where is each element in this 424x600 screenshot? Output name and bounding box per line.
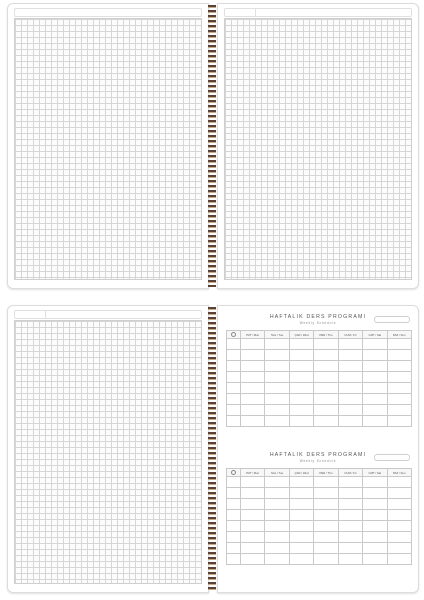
schedule-cell[interactable] [227, 532, 241, 543]
schedule-row [227, 361, 412, 372]
schedule-cell[interactable] [227, 339, 241, 350]
schedule-table [226, 330, 412, 427]
schedule-row [227, 383, 412, 394]
schedule-cell[interactable] [289, 361, 313, 372]
schedule-cell[interactable] [363, 405, 387, 416]
schedule-cell[interactable] [338, 372, 362, 383]
schedule-cell[interactable] [227, 554, 241, 565]
schedule-cell[interactable] [227, 499, 241, 510]
schedule-cell[interactable] [265, 405, 289, 416]
schedule-cell[interactable] [314, 339, 338, 350]
schedule-cell[interactable] [387, 394, 411, 405]
schedule-cell[interactable] [265, 372, 289, 383]
schedule-cell[interactable] [338, 543, 362, 554]
schedule-body [227, 477, 412, 565]
schedule-cell[interactable] [363, 339, 387, 350]
left-page-grid [7, 305, 209, 593]
schedule-cell[interactable] [314, 499, 338, 510]
schedule-cell[interactable] [338, 499, 362, 510]
day-column-header: PAZ / Sun [387, 331, 411, 339]
schedule-cell[interactable] [241, 405, 265, 416]
page-header-strip [14, 310, 202, 319]
schedule-cell[interactable] [338, 488, 362, 499]
grid-area [224, 18, 412, 280]
day-column-header: PZT / Mon [241, 331, 265, 339]
schedule-cell[interactable] [227, 477, 241, 488]
schedule-cell[interactable] [227, 361, 241, 372]
schedule-cell[interactable] [363, 383, 387, 394]
schedule-cell[interactable] [363, 372, 387, 383]
schedule-cell[interactable] [338, 510, 362, 521]
schedule-title: HAFTALIK DERS PROGRAMI [269, 452, 367, 458]
schedule-cell[interactable] [363, 350, 387, 361]
schedule-cell[interactable] [289, 543, 313, 554]
schedule-subtitle: Weekly Schedule [299, 459, 337, 463]
schedule-header-row [227, 331, 412, 339]
schedule-cell[interactable] [289, 521, 313, 532]
schedule-cell[interactable] [289, 499, 313, 510]
schedule-cell[interactable] [265, 477, 289, 488]
page-header-strip [14, 8, 202, 17]
schedule-cell[interactable] [363, 394, 387, 405]
schedule-cell[interactable] [265, 361, 289, 372]
schedule-cell[interactable] [338, 405, 362, 416]
day-column-header: PER / Thu [314, 331, 338, 339]
day-column-header: PZT / Mon [241, 469, 265, 477]
schedule-cell[interactable] [241, 383, 265, 394]
schedule-cell[interactable] [314, 488, 338, 499]
schedule-cell[interactable] [241, 416, 265, 427]
schedule-cell[interactable] [265, 339, 289, 350]
schedule-cell[interactable] [314, 350, 338, 361]
weekly-schedule-1 [224, 314, 412, 452]
schedule-cell[interactable] [363, 499, 387, 510]
left-page-grid [7, 3, 209, 289]
schedule-cell[interactable] [289, 477, 313, 488]
schedule-row [227, 554, 412, 565]
day-column-header: CUM / Fri [338, 469, 362, 477]
schedule-cell[interactable] [338, 532, 362, 543]
schedule-row [227, 372, 412, 383]
schedule-cell[interactable] [363, 416, 387, 427]
schedule-cell[interactable] [363, 488, 387, 499]
day-column-header: CMT / Sat [363, 469, 387, 477]
schedule-cell[interactable] [387, 499, 411, 510]
schedule-cell[interactable] [241, 521, 265, 532]
schedule-subtitle: Weekly Schedule [299, 321, 337, 325]
schedule-cell[interactable] [241, 350, 265, 361]
schedule-cell[interactable] [241, 477, 265, 488]
schedule-cell[interactable] [227, 488, 241, 499]
schedule-row [227, 477, 412, 488]
schedule-row [227, 543, 412, 554]
schedule-cell[interactable] [338, 350, 362, 361]
schedule-cell[interactable] [265, 383, 289, 394]
schedule-cell[interactable] [314, 554, 338, 565]
schedule-cell[interactable] [265, 554, 289, 565]
schedule-cell[interactable] [314, 372, 338, 383]
schedule-cell[interactable] [289, 372, 313, 383]
schedule-cell[interactable] [289, 405, 313, 416]
schedule-row [227, 510, 412, 521]
schedule-cell[interactable] [363, 532, 387, 543]
schedule-cell[interactable] [314, 543, 338, 554]
schedule-cell[interactable] [241, 499, 265, 510]
schedule-cell[interactable] [265, 499, 289, 510]
schedule-cell[interactable] [241, 510, 265, 521]
schedule-cell[interactable] [227, 510, 241, 521]
schedule-cell[interactable] [387, 339, 411, 350]
schedule-cell[interactable] [289, 350, 313, 361]
schedule-cell[interactable] [387, 416, 411, 427]
time-column-header [227, 331, 241, 339]
schedule-cell[interactable] [265, 350, 289, 361]
right-page-grid [217, 3, 419, 289]
weekly-schedule-2 [224, 452, 412, 590]
schedule-cell[interactable] [387, 350, 411, 361]
schedule-row [227, 499, 412, 510]
time-column-header [227, 469, 241, 477]
schedule-cell[interactable] [338, 521, 362, 532]
schedule-cell[interactable] [387, 532, 411, 543]
schedule-cell[interactable] [363, 477, 387, 488]
schedule-cell[interactable] [227, 405, 241, 416]
schedule-cell[interactable] [387, 361, 411, 372]
schedule-cell[interactable] [241, 532, 265, 543]
schedule-cell[interactable] [314, 361, 338, 372]
schedule-cell[interactable] [387, 477, 411, 488]
schedule-cell[interactable] [265, 532, 289, 543]
schedule-cell[interactable] [314, 510, 338, 521]
schedule-title: HAFTALIK DERS PROGRAMI [269, 314, 367, 320]
day-column-header: CUM / Fri [338, 331, 362, 339]
notebook-spread-bottom [7, 305, 417, 593]
day-column-header: PER / Thu [314, 469, 338, 477]
schedule-cell[interactable] [314, 521, 338, 532]
schedule-cell[interactable] [338, 361, 362, 372]
schedule-cell[interactable] [387, 488, 411, 499]
schedule-cell[interactable] [289, 554, 313, 565]
schedule-body [227, 339, 412, 427]
schedule-cell[interactable] [265, 543, 289, 554]
schedule-row [227, 350, 412, 361]
grid-area [14, 320, 202, 584]
schedule-cell[interactable] [314, 477, 338, 488]
day-column-header: CMT / Sat [363, 331, 387, 339]
schedule-cell[interactable] [265, 510, 289, 521]
date-field[interactable] [374, 454, 410, 461]
schedule-row [227, 416, 412, 427]
schedule-cell[interactable] [265, 416, 289, 427]
schedule-header-row [227, 469, 412, 477]
day-column-header: ÇAR / Wed [289, 469, 313, 477]
schedule-cell[interactable] [363, 361, 387, 372]
schedule-cell[interactable] [363, 554, 387, 565]
schedule-cell[interactable] [338, 554, 362, 565]
schedule-cell[interactable] [338, 339, 362, 350]
schedule-cell[interactable] [387, 405, 411, 416]
clock-circle-icon [231, 470, 236, 475]
schedule-cell[interactable] [289, 510, 313, 521]
schedule-cell[interactable] [227, 394, 241, 405]
schedule-cell[interactable] [387, 372, 411, 383]
schedule-cell[interactable] [363, 521, 387, 532]
schedule-cell[interactable] [289, 532, 313, 543]
schedule-row [227, 532, 412, 543]
schedule-cell[interactable] [363, 510, 387, 521]
grid-area [14, 18, 202, 280]
schedule-cell[interactable] [289, 339, 313, 350]
schedule-row [227, 394, 412, 405]
schedule-cell[interactable] [387, 383, 411, 394]
day-column-header: PAZ / Sun [387, 469, 411, 477]
schedule-cell[interactable] [265, 488, 289, 499]
spiral-binding [208, 5, 216, 287]
schedule-cell[interactable] [289, 488, 313, 499]
day-column-header: SAL / Tue [265, 469, 289, 477]
schedule-cell[interactable] [227, 350, 241, 361]
schedule-cell[interactable] [289, 416, 313, 427]
schedule-cell[interactable] [241, 361, 265, 372]
right-page-schedule [217, 305, 419, 593]
schedule-cell[interactable] [289, 394, 313, 405]
schedule-cell[interactable] [227, 416, 241, 427]
day-column-header: ÇAR / Wed [289, 331, 313, 339]
schedule-cell[interactable] [241, 554, 265, 565]
schedule-cell[interactable] [265, 521, 289, 532]
schedule-cell[interactable] [314, 394, 338, 405]
schedule-row [227, 488, 412, 499]
schedule-row [227, 405, 412, 416]
date-field[interactable] [374, 316, 410, 323]
schedule-cell[interactable] [387, 543, 411, 554]
spiral-binding [208, 307, 216, 591]
schedule-cell[interactable] [241, 394, 265, 405]
schedule-cell[interactable] [314, 532, 338, 543]
schedule-cell[interactable] [363, 543, 387, 554]
schedule-cell[interactable] [241, 372, 265, 383]
schedule-cell[interactable] [227, 521, 241, 532]
page-header-strip [224, 8, 412, 17]
schedule-cell[interactable] [241, 339, 265, 350]
schedule-cell[interactable] [387, 521, 411, 532]
schedule-row [227, 521, 412, 532]
schedule-cell[interactable] [314, 405, 338, 416]
schedule-row [227, 339, 412, 350]
schedule-cell[interactable] [241, 543, 265, 554]
day-column-header: SAL / Tue [265, 331, 289, 339]
schedule-cell[interactable] [387, 510, 411, 521]
schedule-cell[interactable] [227, 543, 241, 554]
schedule-cell[interactable] [387, 554, 411, 565]
clock-circle-icon [231, 332, 236, 337]
schedule-cell[interactable] [338, 477, 362, 488]
schedule-cell[interactable] [227, 383, 241, 394]
schedule-cell[interactable] [289, 383, 313, 394]
schedule-cell[interactable] [227, 372, 241, 383]
notebook-spread-top [7, 3, 417, 289]
schedule-cell[interactable] [314, 383, 338, 394]
schedule-cell[interactable] [265, 394, 289, 405]
schedule-cell[interactable] [241, 488, 265, 499]
schedule-cell[interactable] [338, 383, 362, 394]
schedule-cell[interactable] [338, 394, 362, 405]
schedule-cell[interactable] [338, 416, 362, 427]
schedule-cell[interactable] [314, 416, 338, 427]
schedule-table [226, 468, 412, 565]
